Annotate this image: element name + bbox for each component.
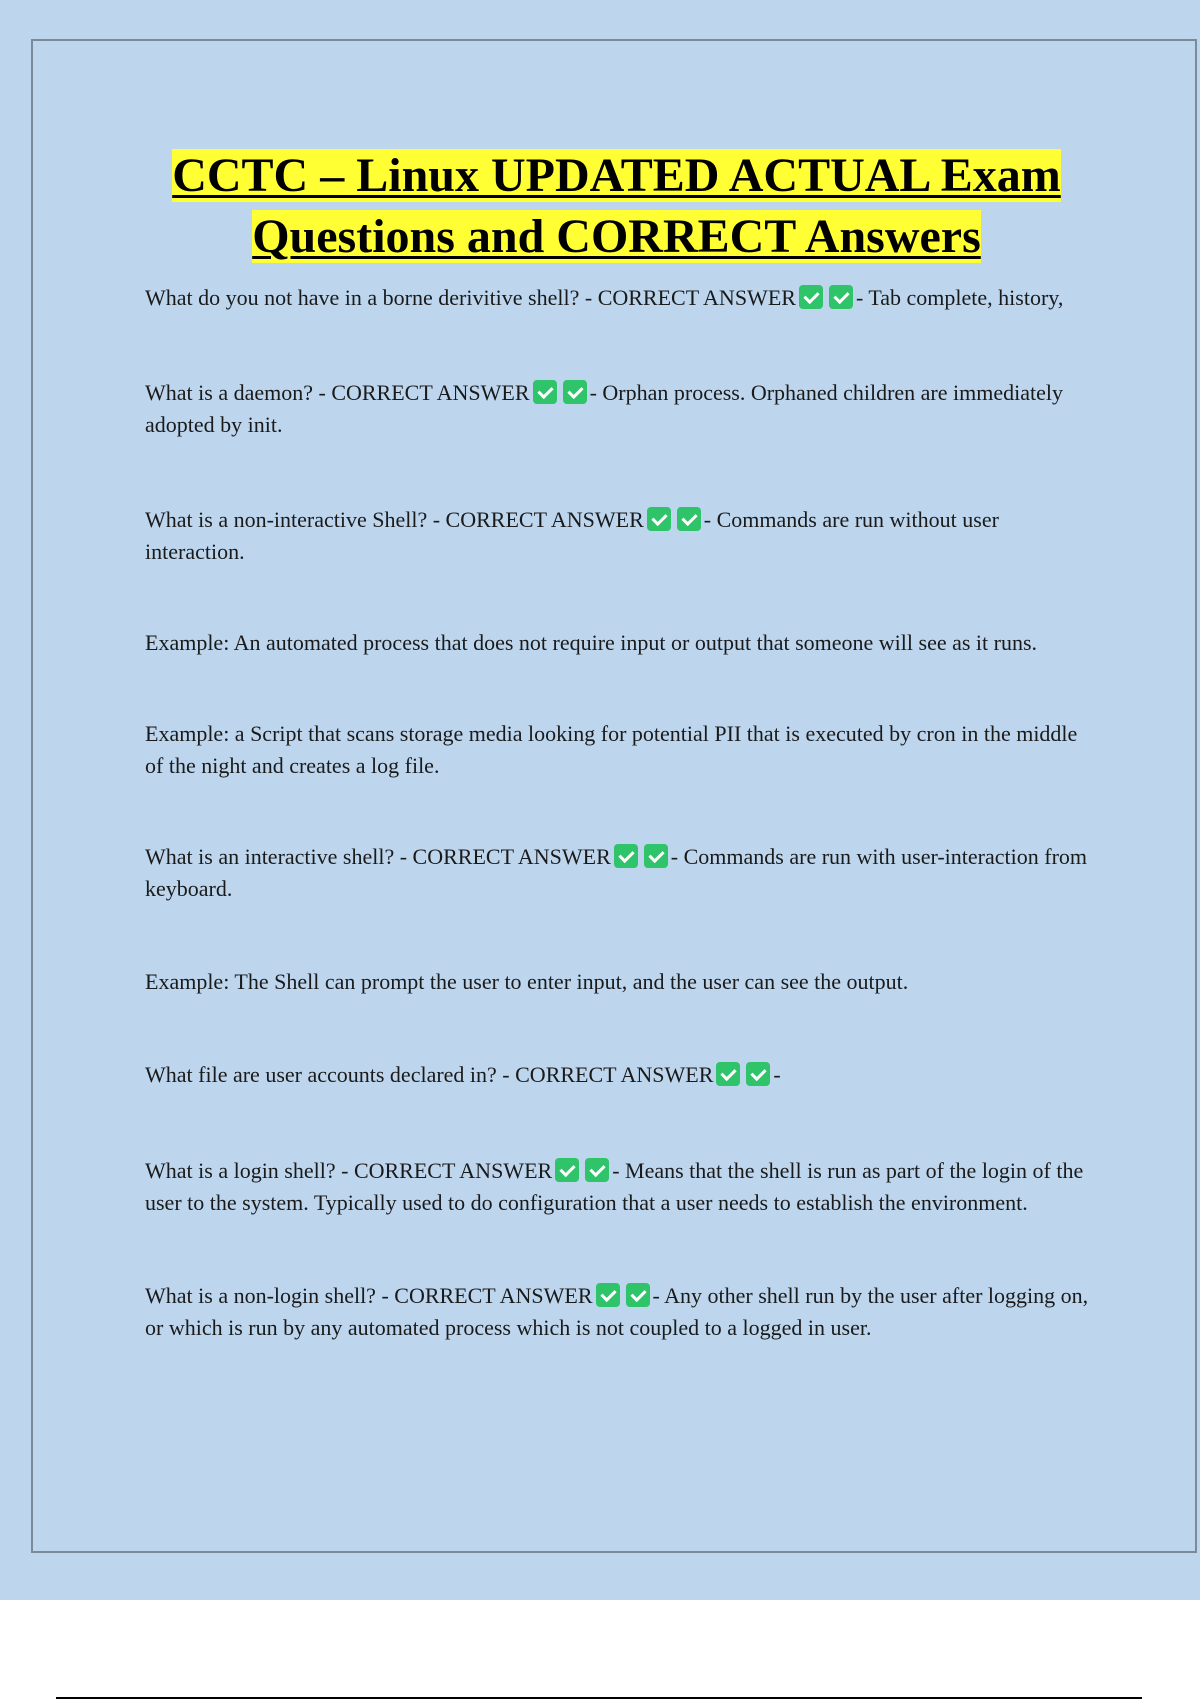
check-mark-icon bbox=[677, 507, 701, 531]
qa-item-daemon bbox=[145, 377, 1100, 441]
question-text: What is a non-login shell? - CORRECT ANSWER bbox=[145, 1283, 593, 1308]
qa-item-borne-shell bbox=[145, 282, 1100, 314]
check-mark-icon bbox=[644, 844, 668, 868]
answer-text: - Any other shell run by the user after logging on, or which is run by any automated process which is not coupled to a logged in user. bbox=[145, 1283, 1089, 1340]
answer-text: - Orphan process. Orphaned children are immediately adopted by init. bbox=[145, 380, 1063, 437]
qa-item-user-accounts-file bbox=[145, 1059, 1100, 1091]
check-mark-icon bbox=[614, 844, 638, 868]
question-text: What file are user accounts declared in? - CORRECT ANSWER bbox=[145, 1062, 714, 1087]
check-mark-icon bbox=[829, 285, 853, 309]
check-mark-icon bbox=[746, 1062, 770, 1086]
check-mark-icon bbox=[647, 507, 671, 531]
answer-text: - Tab complete, history, bbox=[855, 285, 1064, 310]
question-text: What do you not have in a borne derivitive shell? - CORRECT ANSWER bbox=[145, 285, 796, 310]
answer-text: - Commands are run with user-interaction from keyboard. bbox=[145, 844, 1088, 901]
example-automated-process: Example: An automated process that does not require input or output that someone will see as it runs. bbox=[145, 630, 1038, 655]
question-text: What is a daemon? - CORRECT ANSWER bbox=[145, 380, 530, 405]
answer-text: - bbox=[773, 1062, 781, 1087]
check-mark-icon bbox=[563, 380, 587, 404]
check-mark-icon bbox=[716, 1062, 740, 1086]
question-text: What is a non-interactive Shell? - CORRECT ANSWER bbox=[145, 507, 644, 532]
example-shell-prompt: Example: The Shell can prompt the user to enter input, and the user can see the output. bbox=[145, 969, 909, 994]
answer-text: - Commands are run without user interaction. bbox=[145, 507, 999, 564]
answer-text: - Means that the shell is run as part of the login of the user to the system. Typically used to do configuration that a user needs to establish the environment. bbox=[145, 1158, 1084, 1215]
question-text: What is an interactive shell? - CORRECT ANSWER bbox=[145, 844, 611, 869]
qa-item-login-shell bbox=[145, 1155, 1100, 1219]
qa-item-non-interactive-shell bbox=[145, 504, 1100, 568]
check-mark-icon bbox=[585, 1158, 609, 1182]
qa-item-interactive-shell bbox=[145, 841, 1100, 905]
title-line-1: CCTC – Linux UPDATED ACTUAL Exam bbox=[172, 149, 1061, 202]
check-mark-icon bbox=[596, 1283, 620, 1307]
check-mark-icon bbox=[555, 1158, 579, 1182]
qa-content bbox=[145, 282, 1100, 1344]
example-script-cron: Example: a Script that scans storage media looking for potential PII that is executed by cron in the middle of the night and creates a log file. bbox=[145, 721, 1078, 778]
qa-item-non-login-shell bbox=[145, 1280, 1100, 1344]
footer-divider bbox=[56, 1697, 1142, 1699]
check-mark-icon bbox=[533, 380, 557, 404]
document-title bbox=[0, 145, 1200, 267]
question-text: What is a login shell? - CORRECT ANSWER bbox=[145, 1158, 553, 1183]
check-mark-icon bbox=[626, 1283, 650, 1307]
check-mark-icon bbox=[799, 285, 823, 309]
title-line-2: Questions and CORRECT Answers bbox=[252, 210, 981, 263]
